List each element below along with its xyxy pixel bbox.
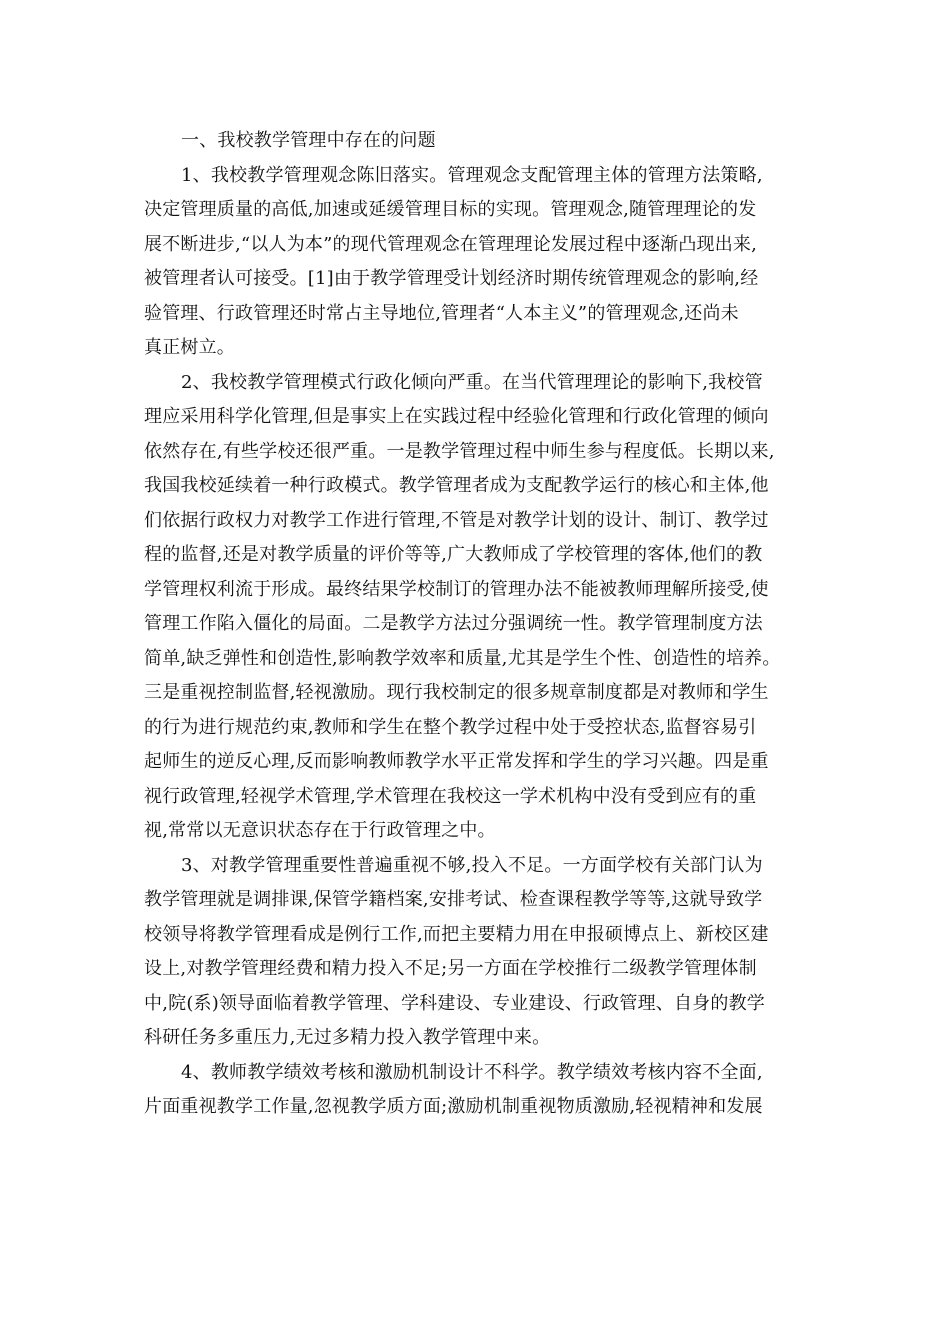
text-line: 一、我校教学管理中存在的问题 — [181, 130, 436, 151]
text-line: 3、对教学管理重要性普遍重视不够,投入不足。一方面学校有关部门认为 — [181, 854, 763, 876]
paragraph-2 — [144, 366, 804, 849]
text-line: 三是重视控制监督,轻视激励。现行我校制定的很多规章制度都是对教师和学生 — [144, 682, 769, 703]
text-line: 起师生的逆反心理,反而影响教师教学水平正常发挥和学生的学习兴趣。四是重 — [144, 751, 769, 772]
text-line: 教学管理就是调排课,保管学籍档案,安排考试、检查课程教学等等,这就导致学 — [144, 889, 763, 910]
text-line: 们依据行政权力对教学工作进行管理,不管是对教学计划的设计、制订、教学过 — [144, 509, 769, 531]
text-line: 我国我校延续着一种行政模式。教学管理者成为支配教学运行的核心和主体,他 — [144, 475, 769, 496]
text-line: 的行为进行规范约束,教师和学生在整个教学过程中处于受控状态,监督容易引 — [144, 716, 757, 738]
text-line: 验管理、行政管理还时常占主导地位,管理者“人本主义”的管理观念,还尚未 — [144, 302, 739, 324]
text-line: 视,常常以无意识状态存在于行政管理之中。 — [144, 820, 496, 841]
paragraph-3 — [144, 849, 804, 1056]
text-line: 2、我校教学管理模式行政化倾向严重。在当代管理理论的影响下,我校管 — [181, 371, 763, 393]
text-line: 科研任务多重压力,无过多精力投入教学管理中来。 — [144, 1027, 551, 1048]
text-line: 简单,缺乏弹性和创造性,影响教学效率和质量,尤其是学生个性、创造性的培养。 — [144, 647, 781, 669]
text-line: 被管理者认可接受。[1]由于教学管理受计划经济时期传统管理观念的影响,经 — [144, 268, 759, 289]
text-line: 管理工作陷入僵化的局面。二是教学方法过分强调统一性。教学管理制度方法 — [144, 613, 763, 634]
section-heading — [144, 124, 804, 159]
text-line: 决定管理质量的高低,加速或延缓管理目标的实现。管理观念,随管理理论的发 — [144, 199, 757, 220]
document-body — [144, 124, 804, 1125]
text-line: 视行政管理,轻视学术管理,学术管理在我校这一学术机构中没有受到应有的重 — [144, 785, 757, 807]
text-line: 片面重视教学工作量,忽视教学质方面;激励机制重视物质激励,轻视精神和发展 — [144, 1096, 763, 1117]
text-line: 学管理权利流于形成。最终结果学校制订的管理办法不能被教师理解所接受,使 — [144, 578, 769, 600]
text-line: 设上,对教学管理经费和精力投入不足;另一方面在学校推行二级教学管理体制 — [144, 958, 757, 979]
paragraph-4 — [144, 1056, 804, 1125]
text-line: 理应采用科学化管理,但是事实上在实践过程中经验化管理和行政化管理的倾向 — [144, 406, 769, 427]
text-line: 真正树立。 — [144, 337, 235, 358]
text-line: 1、我校教学管理观念陈旧落实。管理观念支配管理主体的管理方法策略, — [181, 164, 763, 186]
text-line: 展不断进步,“以人为本”的现代管理观念在管理理论发展过程中逐渐凸现出来, — [144, 233, 758, 255]
paragraph-1 — [144, 159, 804, 366]
text-line: 依然存在,有些学校还很严重。一是教学管理过程中师生参与程度低。长期以来, — [144, 440, 775, 462]
text-line: 程的监督,还是对教学质量的评价等等,广大教师成了学校管理的客体,他们的教 — [144, 544, 763, 565]
text-line: 4、教师教学绩效考核和激励机制设计不科学。教学绩效考核内容不全面, — [181, 1061, 763, 1083]
text-line: 中,院(系)领导面临着教学管理、学科建设、专业建设、行政管理、自身的教学 — [144, 992, 765, 1014]
text-line: 校领导将教学管理看成是例行工作,而把主要精力用在申报硕博点上、新校区建 — [144, 923, 769, 945]
